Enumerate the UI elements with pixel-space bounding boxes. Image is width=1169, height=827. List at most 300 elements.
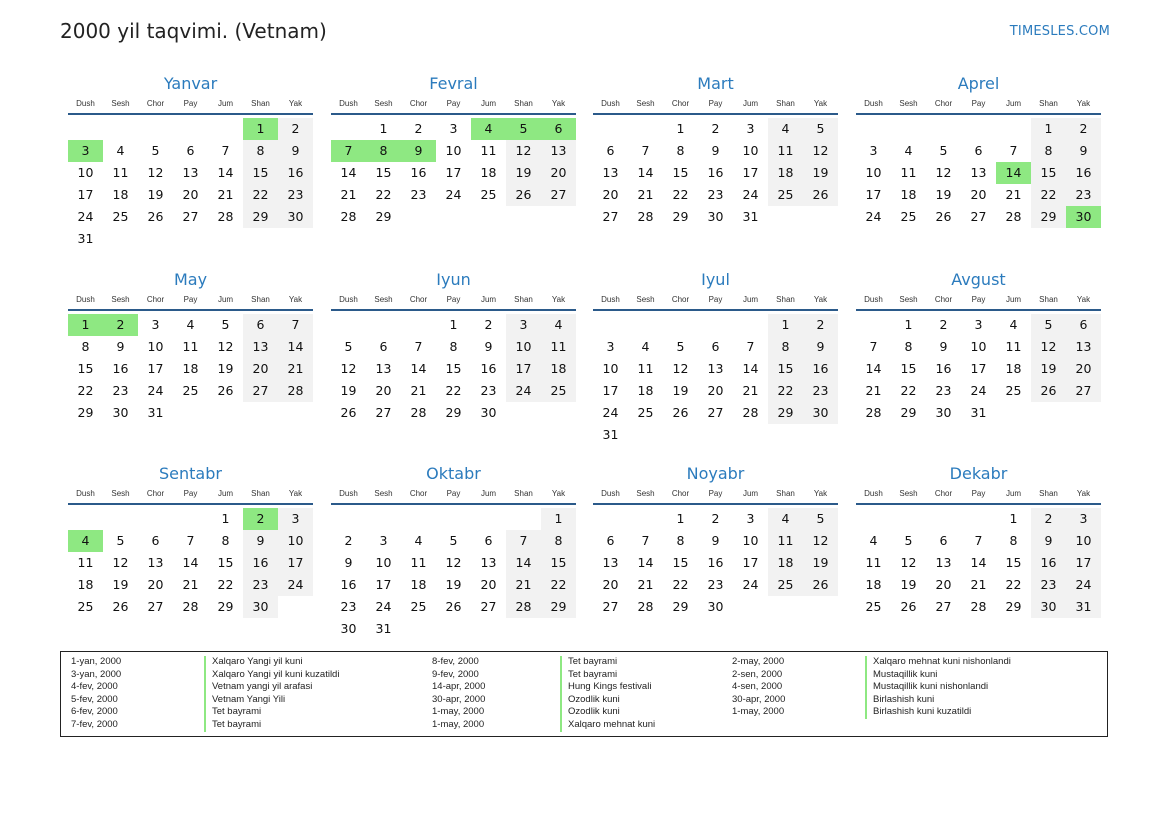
- weekend-day[interactable]: 2: [1066, 118, 1101, 140]
- day-cell[interactable]: 17: [147, 361, 164, 376]
- weekend-day[interactable]: 5: [1031, 314, 1066, 336]
- day-cell[interactable]: 24: [375, 599, 392, 614]
- day-cell[interactable]: 29: [375, 209, 392, 224]
- day-cell[interactable]: 23: [707, 577, 724, 592]
- day-cell[interactable]: 3: [974, 317, 983, 332]
- weekend-day[interactable]: 18: [541, 358, 576, 380]
- weekend-day[interactable]: 22: [541, 574, 576, 596]
- day-cell[interactable]: 22: [1005, 577, 1022, 592]
- day-cell[interactable]: 27: [602, 599, 619, 614]
- day-cell[interactable]: 12: [900, 555, 917, 570]
- day-cell[interactable]: 3: [151, 317, 160, 332]
- weekend-day[interactable]: 12: [506, 140, 541, 162]
- day-cell[interactable]: 22: [900, 383, 917, 398]
- day-cell[interactable]: 10: [147, 339, 164, 354]
- day-cell[interactable]: 4: [414, 533, 423, 548]
- day-cell[interactable]: 14: [637, 555, 654, 570]
- day-cell[interactable]: 20: [480, 577, 497, 592]
- day-cell[interactable]: 13: [970, 165, 987, 180]
- weekend-day[interactable]: 26: [1031, 380, 1066, 402]
- weekend-day[interactable]: 7: [278, 314, 313, 336]
- day-cell[interactable]: 10: [445, 143, 462, 158]
- day-cell[interactable]: 5: [904, 533, 913, 548]
- day-cell[interactable]: 24: [742, 577, 759, 592]
- weekend-day[interactable]: 5: [803, 508, 838, 530]
- day-cell[interactable]: 25: [865, 599, 882, 614]
- weekend-day[interactable]: 9: [803, 336, 838, 358]
- weekend-day[interactable]: 12: [803, 530, 838, 552]
- day-cell[interactable]: 17: [865, 187, 882, 202]
- weekend-day[interactable]: 27: [1066, 380, 1101, 402]
- day-cell[interactable]: 15: [217, 555, 234, 570]
- day-cell[interactable]: 30: [112, 405, 129, 420]
- day-cell[interactable]: 8: [676, 143, 685, 158]
- day-cell[interactable]: 21: [970, 577, 987, 592]
- day-cell[interactable]: 26: [340, 405, 357, 420]
- weekend-day[interactable]: 30: [278, 206, 313, 228]
- day-cell[interactable]: 11: [182, 339, 199, 354]
- weekend-day[interactable]: 3: [278, 508, 313, 530]
- day-cell[interactable]: 6: [484, 533, 493, 548]
- day-cell[interactable]: 21: [637, 187, 654, 202]
- day-cell[interactable]: 19: [672, 383, 689, 398]
- day-cell[interactable]: 25: [480, 187, 497, 202]
- day-cell[interactable]: 28: [410, 405, 427, 420]
- day-cell[interactable]: 27: [480, 599, 497, 614]
- weekend-day[interactable]: 17: [1066, 552, 1101, 574]
- day-cell[interactable]: 9: [939, 339, 948, 354]
- holiday-day[interactable]: 7: [331, 140, 366, 162]
- day-cell[interactable]: 7: [641, 533, 650, 548]
- weekend-day[interactable]: 9: [1066, 140, 1101, 162]
- day-cell[interactable]: 27: [602, 209, 619, 224]
- day-cell[interactable]: 5: [116, 533, 125, 548]
- day-cell[interactable]: 15: [672, 165, 689, 180]
- weekend-day[interactable]: 26: [506, 184, 541, 206]
- day-cell[interactable]: 23: [480, 383, 497, 398]
- day-cell[interactable]: 19: [935, 187, 952, 202]
- weekend-day[interactable]: 23: [243, 574, 278, 596]
- day-cell[interactable]: 15: [1005, 555, 1022, 570]
- weekend-day[interactable]: 4: [541, 314, 576, 336]
- day-cell[interactable]: 5: [939, 143, 948, 158]
- day-cell[interactable]: 16: [340, 577, 357, 592]
- holiday-day[interactable]: 3: [68, 140, 103, 162]
- weekend-day[interactable]: 13: [541, 140, 576, 162]
- weekend-day[interactable]: 23: [278, 184, 313, 206]
- day-cell[interactable]: 28: [182, 599, 199, 614]
- weekend-day[interactable]: 6: [1066, 314, 1101, 336]
- day-cell[interactable]: 27: [147, 599, 164, 614]
- weekend-day[interactable]: 20: [541, 162, 576, 184]
- day-cell[interactable]: 28: [637, 599, 654, 614]
- weekend-day[interactable]: 19: [803, 552, 838, 574]
- day-cell[interactable]: 16: [112, 361, 129, 376]
- day-cell[interactable]: 27: [375, 405, 392, 420]
- day-cell[interactable]: 19: [147, 187, 164, 202]
- day-cell[interactable]: 12: [672, 361, 689, 376]
- day-cell[interactable]: 12: [935, 165, 952, 180]
- day-cell[interactable]: 10: [602, 361, 619, 376]
- weekend-day[interactable]: 11: [768, 140, 803, 162]
- day-cell[interactable]: 20: [935, 577, 952, 592]
- day-cell[interactable]: 14: [410, 361, 427, 376]
- weekend-day[interactable]: 9: [278, 140, 313, 162]
- day-cell[interactable]: 31: [77, 231, 94, 246]
- day-cell[interactable]: 26: [935, 209, 952, 224]
- day-cell[interactable]: 20: [970, 187, 987, 202]
- day-cell[interactable]: 13: [602, 165, 619, 180]
- day-cell[interactable]: 20: [182, 187, 199, 202]
- day-cell[interactable]: 13: [707, 361, 724, 376]
- day-cell[interactable]: 12: [445, 555, 462, 570]
- day-cell[interactable]: 8: [1009, 533, 1018, 548]
- day-cell[interactable]: 11: [1005, 339, 1022, 354]
- day-cell[interactable]: 2: [414, 121, 423, 136]
- day-cell[interactable]: 8: [81, 339, 90, 354]
- weekend-day[interactable]: 29: [768, 402, 803, 424]
- weekend-day[interactable]: 10: [1066, 530, 1101, 552]
- holiday-day[interactable]: 30: [1066, 206, 1101, 228]
- day-cell[interactable]: 13: [935, 555, 952, 570]
- holiday-day[interactable]: 4: [471, 118, 506, 140]
- weekend-day[interactable]: 27: [243, 380, 278, 402]
- holiday-day[interactable]: 8: [366, 140, 401, 162]
- day-cell[interactable]: 25: [637, 405, 654, 420]
- weekend-day[interactable]: 15: [541, 552, 576, 574]
- day-cell[interactable]: 28: [217, 209, 234, 224]
- day-cell[interactable]: 28: [1005, 209, 1022, 224]
- weekend-day[interactable]: 2: [1031, 508, 1066, 530]
- weekend-day[interactable]: 27: [541, 184, 576, 206]
- day-cell[interactable]: 3: [869, 143, 878, 158]
- weekend-day[interactable]: 8: [768, 336, 803, 358]
- day-cell[interactable]: 18: [182, 361, 199, 376]
- day-cell[interactable]: 4: [186, 317, 195, 332]
- day-cell[interactable]: 25: [900, 209, 917, 224]
- day-cell[interactable]: 18: [900, 187, 917, 202]
- weekend-day[interactable]: 8: [243, 140, 278, 162]
- day-cell[interactable]: 26: [445, 599, 462, 614]
- day-cell[interactable]: 22: [672, 187, 689, 202]
- weekend-day[interactable]: 20: [1066, 358, 1101, 380]
- day-cell[interactable]: 11: [865, 555, 882, 570]
- weekend-day[interactable]: 16: [803, 358, 838, 380]
- weekend-day[interactable]: 28: [506, 596, 541, 618]
- day-cell[interactable]: 22: [77, 383, 94, 398]
- weekend-day[interactable]: 14: [278, 336, 313, 358]
- day-cell[interactable]: 10: [865, 165, 882, 180]
- day-cell[interactable]: 7: [974, 533, 983, 548]
- day-cell[interactable]: 1: [379, 121, 388, 136]
- day-cell[interactable]: 7: [414, 339, 423, 354]
- day-cell[interactable]: 28: [865, 405, 882, 420]
- day-cell[interactable]: 31: [375, 621, 392, 636]
- day-cell[interactable]: 26: [900, 599, 917, 614]
- weekend-day[interactable]: 11: [541, 336, 576, 358]
- day-cell[interactable]: 24: [445, 187, 462, 202]
- day-cell[interactable]: 24: [865, 209, 882, 224]
- holiday-day[interactable]: 4: [68, 530, 103, 552]
- day-cell[interactable]: 28: [742, 405, 759, 420]
- day-cell[interactable]: 1: [676, 121, 685, 136]
- day-cell[interactable]: 15: [672, 555, 689, 570]
- weekend-day[interactable]: 29: [243, 206, 278, 228]
- weekend-day[interactable]: 10: [278, 530, 313, 552]
- day-cell[interactable]: 14: [637, 165, 654, 180]
- day-cell[interactable]: 11: [410, 555, 427, 570]
- day-cell[interactable]: 11: [900, 165, 917, 180]
- day-cell[interactable]: 30: [935, 405, 952, 420]
- day-cell[interactable]: 10: [742, 143, 759, 158]
- day-cell[interactable]: 3: [746, 121, 755, 136]
- day-cell[interactable]: 25: [112, 209, 129, 224]
- day-cell[interactable]: 11: [637, 361, 654, 376]
- day-cell[interactable]: 11: [77, 555, 94, 570]
- day-cell[interactable]: 7: [641, 143, 650, 158]
- day-cell[interactable]: 30: [707, 209, 724, 224]
- day-cell[interactable]: 23: [935, 383, 952, 398]
- day-cell[interactable]: 29: [672, 209, 689, 224]
- weekend-day[interactable]: 12: [1031, 336, 1066, 358]
- day-cell[interactable]: 27: [935, 599, 952, 614]
- day-cell[interactable]: 11: [480, 143, 497, 158]
- day-cell[interactable]: 4: [116, 143, 125, 158]
- day-cell[interactable]: 17: [970, 361, 987, 376]
- weekend-day[interactable]: 5: [803, 118, 838, 140]
- day-cell[interactable]: 23: [112, 383, 129, 398]
- holiday-day[interactable]: 9: [401, 140, 436, 162]
- weekend-day[interactable]: 23: [1066, 184, 1101, 206]
- weekend-day[interactable]: 24: [506, 380, 541, 402]
- day-cell[interactable]: 18: [77, 577, 94, 592]
- day-cell[interactable]: 2: [939, 317, 948, 332]
- day-cell[interactable]: 31: [970, 405, 987, 420]
- weekend-day[interactable]: 22: [1031, 184, 1066, 206]
- weekend-day[interactable]: 24: [278, 574, 313, 596]
- day-cell[interactable]: 15: [900, 361, 917, 376]
- day-cell[interactable]: 2: [344, 533, 353, 548]
- day-cell[interactable]: 29: [217, 599, 234, 614]
- weekend-day[interactable]: 31: [1066, 596, 1101, 618]
- day-cell[interactable]: 14: [182, 555, 199, 570]
- weekend-day[interactable]: 3: [506, 314, 541, 336]
- day-cell[interactable]: 24: [77, 209, 94, 224]
- day-cell[interactable]: 30: [707, 599, 724, 614]
- day-cell[interactable]: 26: [217, 383, 234, 398]
- day-cell[interactable]: 6: [939, 533, 948, 548]
- day-cell[interactable]: 20: [147, 577, 164, 592]
- day-cell[interactable]: 4: [1009, 317, 1018, 332]
- day-cell[interactable]: 9: [484, 339, 493, 354]
- weekend-day[interactable]: 15: [768, 358, 803, 380]
- day-cell[interactable]: 3: [449, 121, 458, 136]
- weekend-day[interactable]: 23: [803, 380, 838, 402]
- day-cell[interactable]: 21: [182, 577, 199, 592]
- day-cell[interactable]: 20: [602, 577, 619, 592]
- site-link[interactable]: TIMESLES.COM: [1009, 24, 1110, 39]
- weekend-day[interactable]: 10: [506, 336, 541, 358]
- day-cell[interactable]: 12: [217, 339, 234, 354]
- weekend-day[interactable]: 16: [1031, 552, 1066, 574]
- day-cell[interactable]: 1: [904, 317, 913, 332]
- day-cell[interactable]: 31: [147, 405, 164, 420]
- day-cell[interactable]: 29: [1005, 599, 1022, 614]
- day-cell[interactable]: 3: [746, 511, 755, 526]
- day-cell[interactable]: 14: [340, 165, 357, 180]
- weekend-day[interactable]: 30: [243, 596, 278, 618]
- day-cell[interactable]: 3: [379, 533, 388, 548]
- weekend-day[interactable]: 15: [1031, 162, 1066, 184]
- weekend-day[interactable]: 16: [278, 162, 313, 184]
- day-cell[interactable]: 6: [711, 339, 720, 354]
- weekend-day[interactable]: 24: [1066, 574, 1101, 596]
- day-cell[interactable]: 16: [707, 165, 724, 180]
- holiday-day[interactable]: 2: [103, 314, 138, 336]
- day-cell[interactable]: 5: [221, 317, 230, 332]
- weekend-day[interactable]: 17: [506, 358, 541, 380]
- day-cell[interactable]: 30: [340, 621, 357, 636]
- weekend-day[interactable]: 22: [243, 184, 278, 206]
- day-cell[interactable]: 25: [410, 599, 427, 614]
- weekend-day[interactable]: 9: [243, 530, 278, 552]
- day-cell[interactable]: 2: [711, 511, 720, 526]
- day-cell[interactable]: 19: [900, 577, 917, 592]
- day-cell[interactable]: 10: [742, 533, 759, 548]
- weekend-day[interactable]: 18: [768, 552, 803, 574]
- day-cell[interactable]: 13: [602, 555, 619, 570]
- holiday-day[interactable]: 5: [506, 118, 541, 140]
- day-cell[interactable]: 25: [182, 383, 199, 398]
- day-cell[interactable]: 4: [904, 143, 913, 158]
- weekend-day[interactable]: 26: [803, 184, 838, 206]
- weekend-day[interactable]: 12: [803, 140, 838, 162]
- day-cell[interactable]: 16: [707, 555, 724, 570]
- weekend-day[interactable]: 22: [768, 380, 803, 402]
- weekend-day[interactable]: 8: [541, 530, 576, 552]
- weekend-day[interactable]: 21: [278, 358, 313, 380]
- day-cell[interactable]: 1: [1009, 511, 1018, 526]
- day-cell[interactable]: 23: [707, 187, 724, 202]
- day-cell[interactable]: 21: [410, 383, 427, 398]
- day-cell[interactable]: 1: [449, 317, 458, 332]
- day-cell[interactable]: 31: [602, 427, 619, 442]
- weekend-day[interactable]: 13: [243, 336, 278, 358]
- weekend-day[interactable]: 7: [506, 530, 541, 552]
- day-cell[interactable]: 20: [707, 383, 724, 398]
- day-cell[interactable]: 27: [182, 209, 199, 224]
- weekend-day[interactable]: 28: [278, 380, 313, 402]
- day-cell[interactable]: 12: [112, 555, 129, 570]
- day-cell[interactable]: 7: [869, 339, 878, 354]
- day-cell[interactable]: 29: [900, 405, 917, 420]
- day-cell[interactable]: 18: [865, 577, 882, 592]
- day-cell[interactable]: 19: [217, 361, 234, 376]
- weekend-day[interactable]: 1: [541, 508, 576, 530]
- weekend-day[interactable]: 2: [803, 314, 838, 336]
- day-cell[interactable]: 22: [217, 577, 234, 592]
- day-cell[interactable]: 26: [112, 599, 129, 614]
- holiday-day[interactable]: 14: [996, 162, 1031, 184]
- day-cell[interactable]: 22: [672, 577, 689, 592]
- day-cell[interactable]: 7: [746, 339, 755, 354]
- day-cell[interactable]: 25: [77, 599, 94, 614]
- day-cell[interactable]: 16: [410, 165, 427, 180]
- weekend-day[interactable]: 1: [1031, 118, 1066, 140]
- holiday-day[interactable]: 1: [68, 314, 103, 336]
- weekend-day[interactable]: 6: [243, 314, 278, 336]
- day-cell[interactable]: 17: [445, 165, 462, 180]
- day-cell[interactable]: 8: [676, 533, 685, 548]
- weekend-day[interactable]: 30: [803, 402, 838, 424]
- day-cell[interactable]: 6: [606, 533, 615, 548]
- day-cell[interactable]: 10: [77, 165, 94, 180]
- day-cell[interactable]: 19: [340, 383, 357, 398]
- day-cell[interactable]: 27: [970, 209, 987, 224]
- day-cell[interactable]: 6: [186, 143, 195, 158]
- day-cell[interactable]: 29: [672, 599, 689, 614]
- weekend-day[interactable]: 16: [243, 552, 278, 574]
- day-cell[interactable]: 4: [641, 339, 650, 354]
- day-cell[interactable]: 21: [637, 577, 654, 592]
- weekend-day[interactable]: 8: [1031, 140, 1066, 162]
- day-cell[interactable]: 29: [445, 405, 462, 420]
- weekend-day[interactable]: 19: [506, 162, 541, 184]
- weekend-day[interactable]: 18: [768, 162, 803, 184]
- weekend-day[interactable]: 29: [541, 596, 576, 618]
- day-cell[interactable]: 7: [1009, 143, 1018, 158]
- weekend-day[interactable]: 4: [768, 508, 803, 530]
- day-cell[interactable]: 13: [375, 361, 392, 376]
- day-cell[interactable]: 22: [445, 383, 462, 398]
- day-cell[interactable]: 17: [77, 187, 94, 202]
- day-cell[interactable]: 18: [637, 383, 654, 398]
- day-cell[interactable]: 24: [602, 405, 619, 420]
- day-cell[interactable]: 28: [637, 209, 654, 224]
- day-cell[interactable]: 21: [1005, 187, 1022, 202]
- day-cell[interactable]: 21: [340, 187, 357, 202]
- day-cell[interactable]: 10: [375, 555, 392, 570]
- weekend-day[interactable]: 11: [768, 530, 803, 552]
- day-cell[interactable]: 6: [379, 339, 388, 354]
- day-cell[interactable]: 8: [904, 339, 913, 354]
- day-cell[interactable]: 14: [742, 361, 759, 376]
- day-cell[interactable]: 8: [221, 533, 230, 548]
- day-cell[interactable]: 30: [480, 405, 497, 420]
- weekend-day[interactable]: 19: [1031, 358, 1066, 380]
- holiday-day[interactable]: 2: [243, 508, 278, 530]
- day-cell[interactable]: 9: [711, 143, 720, 158]
- day-cell[interactable]: 8: [449, 339, 458, 354]
- day-cell[interactable]: 12: [340, 361, 357, 376]
- weekend-day[interactable]: 4: [768, 118, 803, 140]
- day-cell[interactable]: 9: [116, 339, 125, 354]
- day-cell[interactable]: 23: [410, 187, 427, 202]
- day-cell[interactable]: 6: [151, 533, 160, 548]
- day-cell[interactable]: 21: [742, 383, 759, 398]
- day-cell[interactable]: 15: [77, 361, 94, 376]
- day-cell[interactable]: 18: [480, 165, 497, 180]
- day-cell[interactable]: 24: [970, 383, 987, 398]
- day-cell[interactable]: 21: [217, 187, 234, 202]
- day-cell[interactable]: 23: [340, 599, 357, 614]
- weekend-day[interactable]: 1: [768, 314, 803, 336]
- day-cell[interactable]: 21: [865, 383, 882, 398]
- day-cell[interactable]: 9: [344, 555, 353, 570]
- day-cell[interactable]: 22: [375, 187, 392, 202]
- day-cell[interactable]: 1: [221, 511, 230, 526]
- weekend-day[interactable]: 9: [1031, 530, 1066, 552]
